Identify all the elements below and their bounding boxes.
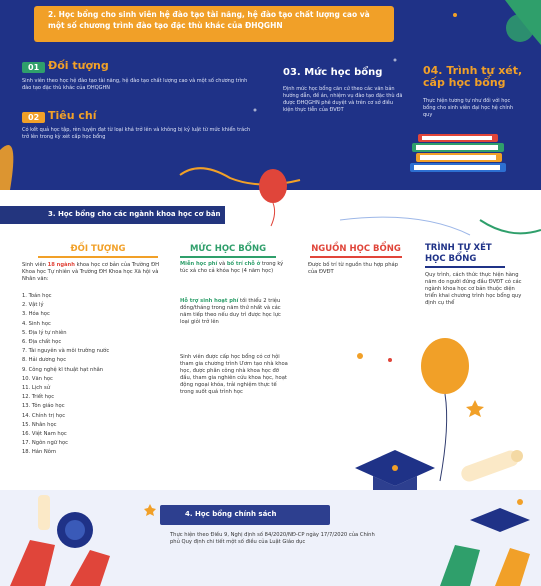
section-2-panel [0,0,541,190]
major-list-item: 13. Tôn giáo học [22,403,65,410]
muc-hoc-bong-text: Định mức học bổng căn cứ theo các văn bản hướng dẫn, đề án, nhiệm vụ đào tạo đặc thù đã được ĐHQGHN phê duyệt và trên cơ sở điều kiện thực tiễn của ĐVĐT [283,86,403,113]
major-list-item: 16. Việt Nam học [22,431,67,438]
major-list-item: 9. Công nghệ kĩ thuật hạt nhân [22,366,104,373]
muc-hoc-bong-col-title: MỨC HỌC BỔNG [189,244,267,254]
doi-tuong-text: Sinh viên theo học hệ đào tạo tài năng, hệ đào tạo chất lượng cao và một số chương trình đào tạo đặc thù khác của ĐHQGHN [22,78,248,91]
p2-rest: tối thiểu 2 triệu đồng/tháng trong năm thứ nhất và các năm tiếp theo nếu duy trì được học lực loại giỏi trở lên [180,298,281,325]
trinh-tu-xet-title-1: TRÌNH TỰ XÉT [425,243,492,253]
section-2-banner-text: 2. Học bổng cho sinh viên hệ đào tạo tài năng, hệ đào tạo chất lượng cao và một số chương trình đào tạo đặc thù khác của ĐHQGHN [48,10,370,30]
nguon-hoc-bong-underline [310,256,402,258]
tieu-chi-title: Tiêu chí [48,109,97,122]
major-list-item: 10. Văn học [22,375,53,382]
major-list-item: 2. Vật lý [22,302,44,309]
nguon-hoc-bong-col-title: NGUỒN HỌC BỔNG [311,244,401,254]
major-list-item: 8. Hải dương học [22,357,67,364]
doi-tuong-underline [38,256,158,258]
diploma-scroll-icon [455,448,535,488]
trinh-tu-text: Thực hiện tương tự như đối với học bổng cho sinh viên đại học hệ chính quy [423,98,514,118]
p1-rest: trong ký túc xá cho cả khóa học (4 năm học) [180,261,284,274]
trinh-tu-xet-underline [425,266,505,268]
major-list-item: 12. Triết học [22,394,55,401]
trinh-tu-xet-title-2: HỌC BỔNG [425,254,477,264]
trinh-tu-xet-text: Quy trình, cách thức thực hiện hàng năm do người đứng đầu ĐVĐT có các ngành khoa học cơ bản thuộc diện triển khai chương trình học bổng quy định cụ thể [425,272,522,306]
p1-and: và [217,261,227,267]
trinh-tu-xet-col-title [425,243,515,265]
major-list [22,292,162,458]
muc-hoc-bong-underline [180,256,276,258]
doi-tuong-title: Đối tượng [48,59,109,72]
major-list-item: 1. Toán học [22,293,52,299]
doi-tuong-intro-a: Sinh viên [22,262,48,268]
major-list-item: 18. Hán Nôm [22,449,57,456]
major-list-item: 3. Hóa học [22,311,50,318]
doi-tuong-col-title: ĐỐI TƯỢNG [70,244,126,254]
tieu-chi-number: 02 [22,112,45,123]
tieu-chi-text: Có kết quả học tập, rèn luyện đạt từ loại khá trở lên và không bị kỷ luật từ mức khiển trách trở lên trong kỳ xét cấp học bổng [22,127,251,140]
major-list-item: 15. Nhân học [22,421,57,428]
major-list-item: 5. Địa lý tự nhiên [22,329,67,336]
major-list-item: 4. Sinh học [22,320,51,327]
section-4-text: Thực hiện theo Điều 9, Nghị định số 84/2020/NĐ-CP ngày 17/7/2020 của Chính phủ Quy định chi tiết một số điều của Luật Giáo dục [170,532,375,545]
muc-hoc-bong-title: 03. Mức học bổng [283,67,383,78]
major-list-item: 11. Lịch sử [22,385,51,392]
major-list-item: 14. Chính trị học [22,412,66,419]
doi-tuong-number: 01 [22,62,45,73]
section-3-banner-text: 3. Học bổng cho các ngành khoa học cơ bản [48,210,221,218]
ho-tro-sinh-hoat-phi-label: Hỗ trợ sinh hoạt phí [180,298,239,304]
muc-hoc-bong-p1 [180,261,290,275]
major-list-item: 17. Ngôn ngữ học [22,440,69,447]
nguon-hoc-bong-text: Được bố trí từ nguồn thu hợp pháp của ĐVĐT [308,262,399,275]
major-list-item: 7. Tài nguyên và môi trường nước [22,348,110,355]
doi-tuong-intro-c: khoa học cơ bản của Trường ĐH Khoa học Tự nhiên và Trường ĐH Khoa học Xã hội và Nhân văn: [22,262,160,282]
trinh-tu-title: 04. Trình tự xét, cấp học bổng [423,64,523,89]
book-stack-icon [408,130,513,175]
section-4-banner-text: 4. Học bổng chính sách [185,510,277,518]
major-list-item: 6. Địa chất học [22,339,62,346]
muc-hoc-bong-p2 [180,298,290,326]
muc-hoc-bong-p3: Sinh viên được cấp học bổng có cơ hội tham gia chương trình Ươm tạo nhà khoa học, được phân công nhà khoa học đỡ đầu, tham gia nghiên cứu khoa học, hoạt động ngoại khóa, trải nghiệm thực tế trong suốt quá trình học [180,354,288,395]
doi-tuong-intro [22,262,160,283]
mien-hoc-phi-label: Miễn học phí [180,261,218,267]
bo-tri-cho-o-label: bố trí chỗ ở [226,261,261,267]
doi-tuong-intro-highlight: 18 ngành [47,262,75,268]
